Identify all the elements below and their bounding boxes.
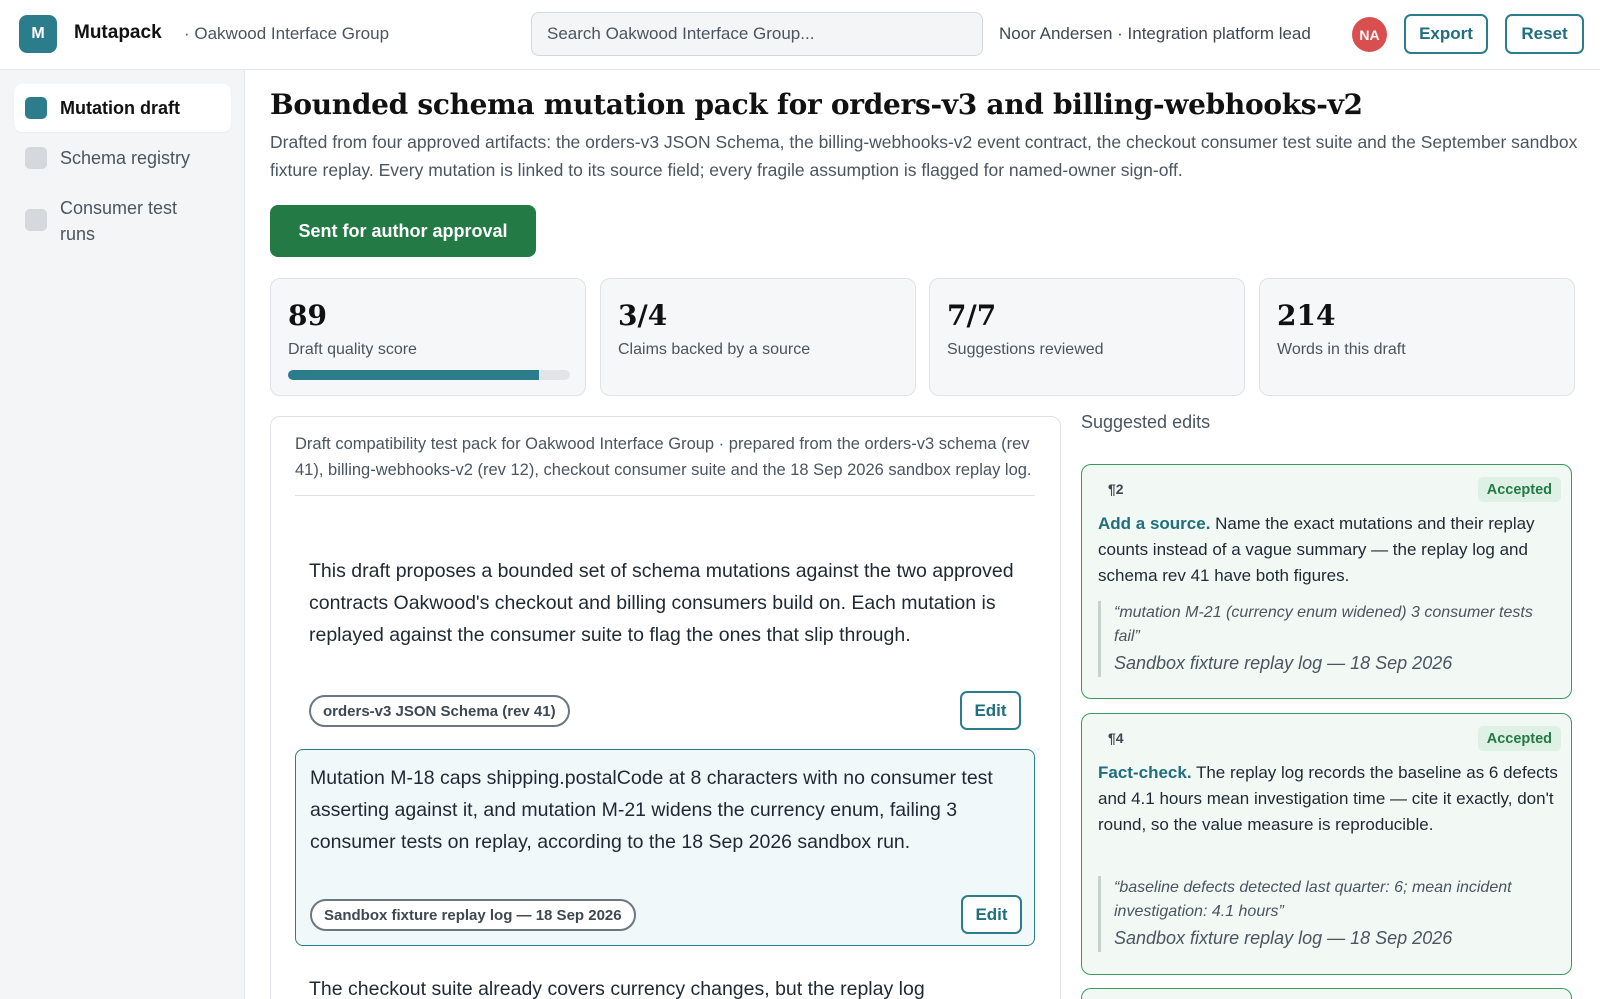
search-input[interactable]: [531, 12, 983, 56]
app-logo[interactable]: M: [19, 15, 57, 53]
stat-label: Claims backed by a source: [618, 341, 811, 358]
reset-button[interactable]: Reset: [1505, 14, 1584, 54]
suggestion-body: [1098, 760, 1558, 838]
sidebar-item-mutation-draft[interactable]: [14, 84, 231, 132]
suggestion-text: The replay log records the baseline as 6 defects and 4.1 hours mean investigation time — cite it exactly, don't round, so the value measure is reproducible.: [1098, 763, 1558, 834]
user-name: Noor Andersen · Integration platform lead: [999, 24, 1311, 43]
sidebar-item-label: Consumer test runs: [60, 198, 178, 244]
source-pill[interactable]: Sandbox fixture replay log — 18 Sep 2026: [310, 899, 636, 931]
paragraph-text: Mutation M-18 caps shipping.postalCode at 8 characters with no consumer test asserting against it, and mutation M-21 widens the currency enum, failing 3 consumer tests on replay, according to the 18 Sep 2026 sandbox run.: [310, 767, 993, 853]
suggestion-quote: [1098, 601, 1558, 677]
edit-paragraph-button[interactable]: Edit: [960, 691, 1021, 730]
suggestion-card[interactable]: [1081, 713, 1572, 975]
main-content: [245, 70, 1600, 999]
page-title: Bounded schema mutation pack for orders-v3 and billing-webhooks-v2: [270, 88, 1363, 121]
sidebar-item-label: Schema registry: [60, 148, 191, 168]
quote-text: “baseline defects detected last quarter: 6; mean incident investigation: 4.1 hours”: [1114, 879, 1512, 920]
edit-paragraph-button[interactable]: Edit: [961, 895, 1022, 934]
suggestion-body: [1098, 511, 1558, 589]
app-name: Mutapack: [74, 22, 162, 43]
stat-card-claims: [600, 278, 916, 396]
stat-label: Words in this draft: [1277, 341, 1406, 358]
stat-value: 7/7: [947, 299, 997, 332]
suggestion-lead: Fact-check.: [1098, 763, 1192, 782]
stat-value: 3/4: [618, 299, 668, 332]
page-subtitle: Drafted from four approved artifacts: the orders-v3 JSON Schema, the billing-webhooks-v2 event contract, the checkout consumer test suite and the September sandbox fixture replay. Every mutation is linked to its source field; every fragile assumption is flagged for named-owner sign-off.: [270, 132, 1578, 180]
suggestion-card[interactable]: [1081, 988, 1572, 999]
sidebar-item-label: Mutation draft: [60, 98, 180, 118]
stat-card-words: [1259, 278, 1575, 396]
draft-paragraph-selected[interactable]: [295, 749, 1035, 946]
quote-source: Sandbox fixture replay log — 18 Sep 2026: [1114, 653, 1453, 673]
sidebar-item-consumer-test-runs[interactable]: [14, 184, 231, 254]
paragraph-text: This draft proposes a bounded set of schema mutations against the two approved contracts Oakwood's checkout and billing consumers build on. Each mutation is replayed against the consumer suite to flag the ones that slip through.: [309, 560, 1014, 646]
status-badge: Accepted: [1478, 726, 1561, 751]
stat-label: Draft quality score: [288, 341, 417, 358]
suggestion-card[interactable]: [1081, 464, 1572, 699]
suggestion-text: Name the exact mutations and their replay counts instead of a vague summary — the replay log and schema rev 41 have both figures.: [1098, 514, 1535, 585]
top-bar: [0, 0, 1600, 70]
draft-panel: [270, 416, 1061, 999]
suggestion-quote: [1098, 876, 1558, 952]
stat-card-quality: [270, 278, 586, 396]
source-pill[interactable]: orders-v3 JSON Schema (rev 41): [309, 695, 570, 727]
sidebar: [0, 70, 245, 999]
org-name: · Oakwood Interface Group: [184, 24, 390, 43]
stat-card-suggestions: [929, 278, 1245, 396]
paragraph-text[interactable]: The checkout suite already covers currency changes, but the replay log: [309, 978, 925, 999]
status-badge: Accepted: [1478, 477, 1561, 502]
suggested-edits-heading: Suggested edits: [1081, 412, 1211, 432]
paragraph-ref: ¶4: [1108, 730, 1124, 746]
approval-status-button[interactable]: Sent for author approval: [270, 205, 536, 257]
paragraph-ref: ¶2: [1108, 481, 1124, 497]
stat-label: Suggestions reviewed: [947, 341, 1104, 358]
draft-paragraph[interactable]: [295, 543, 1035, 743]
schema-registry-icon: [25, 147, 47, 169]
stat-value: 89: [288, 299, 327, 332]
sidebar-item-schema-registry[interactable]: [14, 134, 231, 182]
suggestion-lead: Add a source.: [1098, 514, 1211, 533]
avatar[interactable]: NA: [1352, 17, 1387, 52]
quote-text: “mutation M-21 (currency enum widened) 3 consumer tests fail”: [1114, 604, 1533, 645]
stat-value: 214: [1277, 299, 1336, 332]
export-button[interactable]: Export: [1404, 14, 1488, 54]
mutation-draft-icon: [25, 97, 47, 119]
quality-progress-bar: [288, 370, 570, 380]
draft-meta: Draft compatibility test pack for Oakwood Interface Group · prepared from the orders-v3 schema (rev 41), billing-webhooks-v2 (rev 12), checkout consumer suite and the 18 Sep 2026 sandbox replay log.: [295, 431, 1035, 496]
consumer-test-runs-icon: [25, 209, 47, 231]
quality-progress-fill: [288, 370, 539, 380]
quote-source: Sandbox fixture replay log — 18 Sep 2026: [1114, 928, 1453, 948]
